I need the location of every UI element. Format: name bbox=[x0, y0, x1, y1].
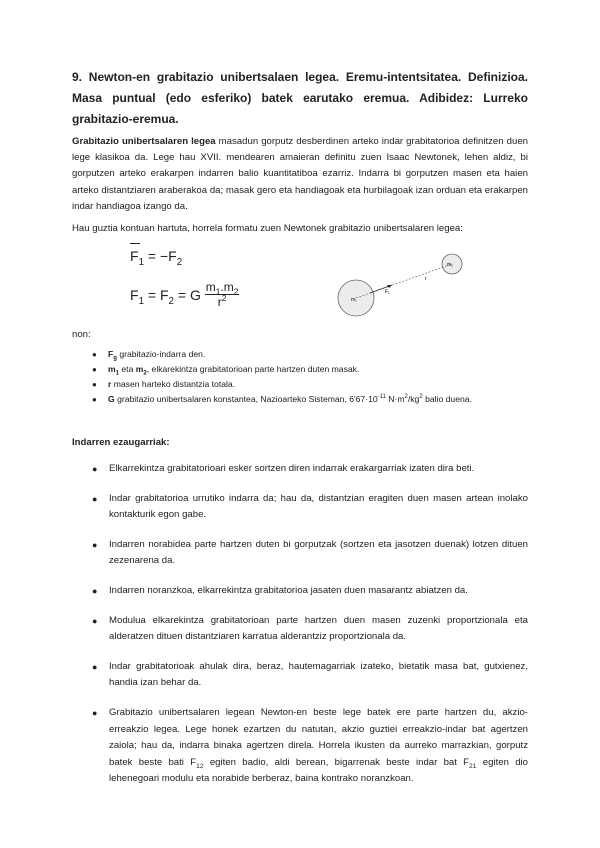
force-label: F₁ bbox=[385, 289, 390, 295]
gravitation-diagram bbox=[330, 248, 490, 318]
list-item: ● $m_1$ eta $m_2$, elkarekintza grabitatorioan parte hartzen duten masak. bbox=[92, 362, 532, 377]
where-label: non: bbox=[72, 329, 91, 340]
list-item: ● Indarren noranzkoa, elkarrekintza grabitatorioa jasaten duen masarantz abiatzen da. bbox=[92, 583, 528, 600]
distance-label: r bbox=[425, 276, 427, 282]
formula-block bbox=[130, 242, 280, 322]
list-item: ● Grabitazio unibertsalaren legean Newton-en beste lege batek ere parte hartzen du, akzio-erreakzio legea. Lege honek ezartzen du natutan, akzio guztiei erreakzio-indar bat agertzen zaiola; hau da, indarra binaka agertzen direla. Horrela ikusten da aurreko marrazkian, gorputz batek beste bati $F_{12}$ egiten badio, aldi berean, bigarrenak beste indar bat $F_{21}$ egiten dio lehenegoari modulu eta norabide berberaz, baina kontrako noranzkoan. bbox=[92, 705, 528, 788]
properties-heading: Indarren ezaugarriak: bbox=[72, 437, 170, 448]
law-name: Grabitazio unibertsalaren legea bbox=[72, 136, 216, 147]
list-item: ● Modulua elkarekintza grabitatorioan parte hartzen duen masen zuzenki proportzionala eta alderatzen dituen distantziaren karratua alderantziz proportzionala da. bbox=[92, 613, 528, 646]
intro-paragraph bbox=[72, 134, 528, 215]
fraction: $\frac{m_1.m_2}{r^2}$ bbox=[205, 280, 239, 309]
list-item: ● Indar grabitatorioa urrutiko indarra da; hau da, distantzian eragiten duen masen artean inolako kontakturik egon gabe. bbox=[92, 491, 528, 524]
list-item: ● Indar grabitatorioak ahulak dira, beraz, hautemagarriak izateko, bietatik masa bat, gutxienez, handia izan behar da. bbox=[92, 659, 528, 692]
list-item: ● Indarren norabidea parte hartzen duten bi gorputzak (sortzen eta jasotzen duenak) lotzen dituen zezenarena da. bbox=[92, 537, 528, 570]
mass-2-label: m₂ bbox=[447, 262, 454, 268]
equation-2: $F_1 = F_2 = G$ $\frac{m_1.m_2}{r^2}$ bbox=[130, 280, 239, 309]
list-item: ● Elkarrekintza grabitatorioari esker sortzen diren indarrak erakargarriak izaten dira beti. bbox=[92, 461, 528, 478]
list-item: ● $F_g$ grabitazio-indarra den. bbox=[92, 347, 532, 362]
list-item: ● r masen harteko distantzia totala. bbox=[92, 377, 532, 392]
intro-text: masadun gorputz desberdinen arteko indar grabitatorioa definitzen duen lege klasikoa da. Lege hau XVII. mendearen amaieran definitu zuen Isaac Newtonek, lehen aldiz, bi gorputzen arteko erakarpen indarren balio kuantitatiboa ezarriz. Indarra bi gorputzen masen eta haien arteko distantziaren araberakoa da; masak gero eta handiagoak eta hurbilagoak izan orduan eta erakarpen indar handiagoa izango da. bbox=[72, 136, 528, 212]
section-heading: 9. Newton-en grabitazio unibertsalaen legea. Eremu-intentsitatea. Definizioa. Masa puntual (edo esferiko) batek earutako eremua. Adibidez: Lurreko grabitazio-eremua. bbox=[72, 70, 528, 126]
mass-1-label: m₁ bbox=[351, 297, 357, 303]
definition-list bbox=[92, 347, 532, 407]
properties-list bbox=[92, 461, 528, 801]
formula-intro: Hau guztia kontuan hartuta, horrela formatu zuen Newtonek grabitazio unibertsalaren legea: bbox=[72, 223, 463, 234]
vector-arrow-icon bbox=[130, 243, 140, 244]
list-item: ● G grabitazio unibertsalaren konstantea, Nazioarteko Sisteman, $6'67\cdot 10^{-11}$ $N\cdot m^2/kg^2$ balio duena. bbox=[92, 392, 532, 407]
equation-1: $F_1 = -F_2$ bbox=[130, 248, 182, 264]
